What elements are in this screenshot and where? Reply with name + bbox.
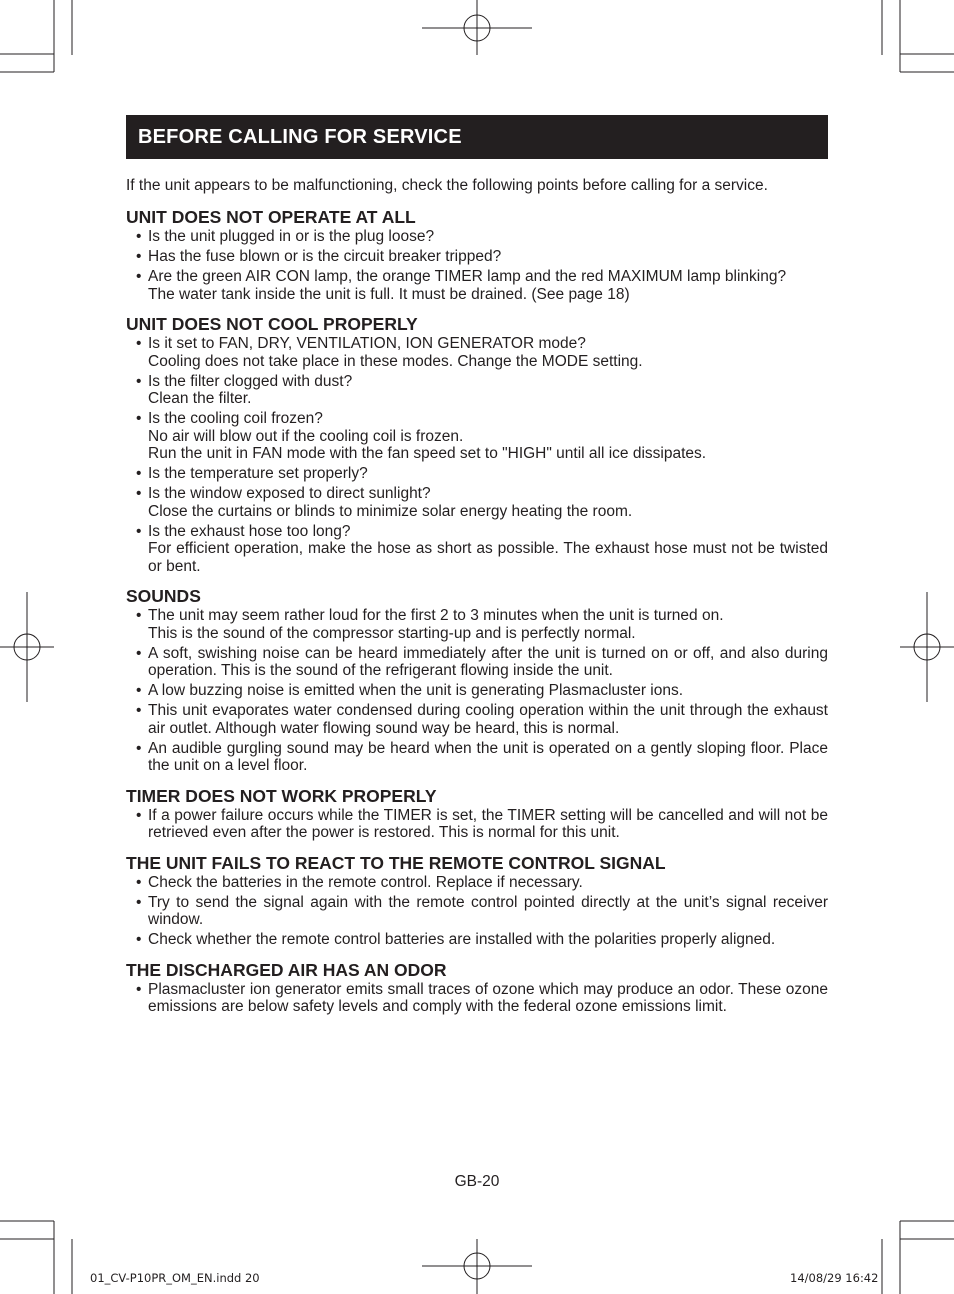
section-item-list: [126, 874, 828, 949]
service-page: [126, 115, 828, 1018]
item-question: Has the fuse blown or is the circuit breaker tripped?: [148, 248, 502, 265]
item-question: The unit may seem rather loud for the first 2 to 3 minutes when the unit is turned on.: [148, 607, 724, 624]
list-item: [126, 931, 828, 949]
file-date: 14/08/29 16:42: [790, 1271, 879, 1285]
bullet-icon: •: [136, 410, 142, 427]
item-question: A low buzzing noise is emitted when the unit is generating Plasmacluster ions.: [148, 682, 684, 699]
list-item: [126, 228, 828, 246]
bullet-icon: •: [136, 806, 142, 824]
list-item: [126, 523, 828, 576]
list-item: [126, 248, 828, 266]
bullet-icon: •: [136, 739, 142, 757]
file-name: 01_CV-P10PR_OM_EN.indd 20: [90, 1271, 260, 1285]
bullet-icon: •: [136, 485, 142, 502]
bullet-icon: •: [136, 931, 142, 948]
item-question: Is the cooling coil frozen?: [148, 410, 323, 427]
list-item: [126, 740, 828, 775]
page-number: GB-20: [454, 1173, 500, 1190]
section-title: UNIT DOES NOT OPERATE AT ALL: [126, 207, 416, 227]
section-item-list: [126, 228, 828, 303]
list-item: [126, 645, 828, 680]
item-explanation: Close the curtains or blinds to minimize solar energy heating the room.: [148, 502, 633, 520]
item-explanation: The water tank inside the unit is full. It must be drained. (See page 18): [148, 285, 630, 303]
bullet-icon: •: [136, 702, 142, 719]
bullet-icon: •: [136, 522, 142, 540]
item-explanation: Clean the filter.: [148, 390, 252, 407]
item-question: Is the temperature set properly?: [148, 465, 368, 482]
item-question: Try to send the signal again with the remote control pointed directly at the unit’s signal receiver window.: [148, 893, 828, 928]
list-item: [126, 981, 828, 1016]
list-item: [126, 410, 828, 463]
list-item: [126, 335, 828, 370]
bullet-icon: •: [136, 893, 142, 911]
item-explanation: Cooling does not take place in these modes. Change the MODE setting.: [148, 352, 643, 370]
section-title: THE DISCHARGED AIR HAS AN ODOR: [126, 959, 447, 980]
item-explanation: Run the unit in FAN mode with the fan speed set to "HIGH" until all ice dissipates.: [148, 445, 707, 462]
bullet-icon: •: [136, 465, 142, 482]
intro-text: If the unit appears to be malfunctioning, check the following points before calling for a service.: [126, 177, 768, 194]
list-item: [126, 465, 828, 483]
item-question: Is the unit plugged in or is the plug loose?: [148, 228, 435, 245]
list-item: [126, 702, 828, 737]
list-item: [126, 874, 828, 892]
item-question: Is it set to FAN, DRY, VENTILATION, ION GENERATOR mode?: [148, 335, 586, 352]
item-question: A soft, swishing noise can be heard immediately after the unit is turned on or off, and also during operation. This is the sound of the refrigerant flowing inside the unit.: [148, 644, 828, 679]
bullet-icon: •: [136, 248, 142, 265]
bullet-icon: •: [136, 228, 142, 245]
page-title-banner: [126, 115, 828, 159]
section-title: THE UNIT FAILS TO REACT TO THE REMOTE CONTROL SIGNAL: [126, 852, 666, 873]
bullet-icon: •: [136, 682, 142, 699]
section-item-list: [126, 807, 828, 842]
section-title: SOUNDS: [126, 586, 201, 606]
item-question: This unit evaporates water condensed during cooling operation within the unit through the exhaust air outlet. Although water flowing sound way be heard, this is normal.: [148, 702, 828, 737]
item-question: Check the batteries in the remote control. Replace if necessary.: [148, 873, 583, 891]
item-explanation: For efficient operation, make the hose as short as possible. The exhaust hose must not be twisted or bent.: [148, 540, 828, 575]
bullet-icon: •: [136, 644, 142, 662]
item-question: An audible gurgling sound may be heard when the unit is operated on a gently sloping floor. Place the unit on a level floor.: [148, 739, 828, 774]
item-question: Check whether the remote control batteries are installed with the polarities properly aligned.: [148, 931, 776, 948]
bullet-icon: •: [136, 335, 142, 352]
item-question: If a power failure occurs while the TIMER is set, the TIMER setting will be cancelled and will not be retrieved even after the power is restored. This is normal for this unit.: [148, 806, 828, 841]
item-explanation: This is the sound of the compressor starting-up and is perfectly normal.: [148, 624, 636, 642]
list-item: [126, 807, 828, 842]
list-item: [126, 607, 828, 642]
bullet-icon: •: [136, 372, 142, 390]
bullet-icon: •: [136, 873, 142, 891]
section-title: TIMER DOES NOT WORK PROPERLY: [126, 785, 437, 806]
bullet-icon: •: [136, 980, 142, 998]
bullet-icon: •: [136, 268, 142, 285]
list-item: [126, 485, 828, 520]
item-question: Is the filter clogged with dust?: [148, 372, 353, 390]
bullet-icon: •: [136, 607, 142, 624]
item-question: Is the window exposed to direct sunlight?: [148, 485, 431, 502]
troubleshooting-sections: [126, 207, 828, 1016]
section-item-list: [126, 607, 828, 775]
item-explanation: No air will blow out if the cooling coil is frozen.: [148, 427, 464, 445]
list-item: [126, 373, 828, 408]
item-question: Are the green AIR CON lamp, the orange TIMER lamp and the red MAXIMUM lamp blinking?: [148, 268, 787, 285]
section-item-list: [126, 981, 828, 1016]
list-item: [126, 682, 828, 700]
page-title: BEFORE CALLING FOR SERVICE: [138, 125, 462, 148]
section-item-list: [126, 335, 828, 575]
section-title: UNIT DOES NOT COOL PROPERLY: [126, 314, 418, 334]
item-question: Plasmacluster ion generator emits small traces of ozone which may produce an odor. These ozone emissions are below safety levels and comply with the federal ozone emissions limit.: [148, 980, 828, 1015]
item-question: Is the exhaust hose too long?: [148, 522, 351, 540]
list-item: [126, 268, 828, 303]
list-item: [126, 894, 828, 929]
